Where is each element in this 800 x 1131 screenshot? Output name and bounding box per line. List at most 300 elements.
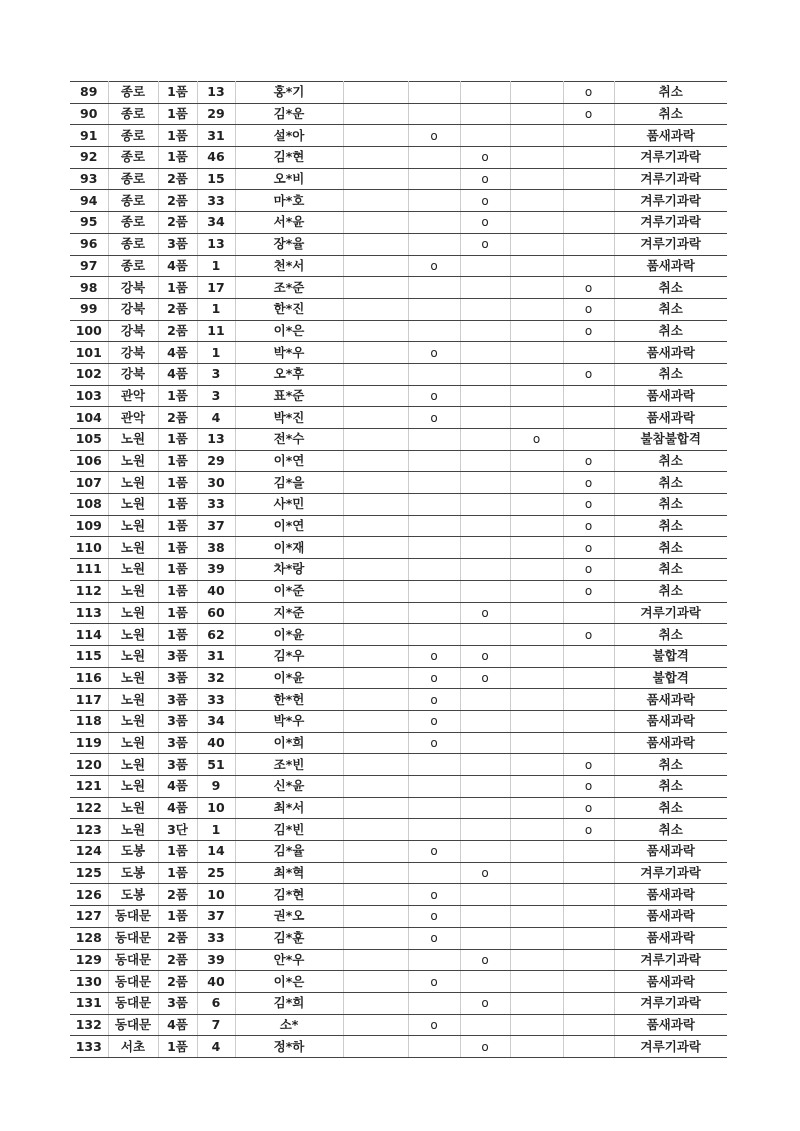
mark-cell [460,776,510,798]
grade-cell: 1품 [158,580,197,602]
grade-cell: 1품 [158,862,197,884]
region-cell: 노원 [108,494,158,516]
seq-cell: 37 [197,906,235,928]
table-row [70,927,727,949]
row-number: 92 [70,147,108,169]
mark-cell [343,862,408,884]
mark-cell [343,906,408,928]
mark-cell [408,233,460,255]
table-row [70,949,727,971]
grade-cell: 2품 [158,407,197,429]
grade-cell: 1품 [158,385,197,407]
result-cell: 품새과락 [614,884,727,906]
table-row [70,710,727,732]
name-cell: 이*재 [235,537,343,559]
region-cell: 서초 [108,1036,158,1058]
mark-cell [343,732,408,754]
mark-cell-checked: o [563,819,614,841]
grade-cell: 4품 [158,363,197,385]
mark-cell [343,645,408,667]
grade-cell: 1품 [158,1036,197,1058]
mark-cell-checked: o [563,515,614,537]
result-cell: 겨루기과락 [614,147,727,169]
grade-cell: 2품 [158,949,197,971]
mark-cell [343,971,408,993]
region-cell: 관악 [108,407,158,429]
result-cell: 취소 [614,776,727,798]
table-row [70,233,727,255]
mark-cell [343,255,408,277]
region-cell: 도봉 [108,862,158,884]
result-cell: 취소 [614,515,727,537]
seq-cell: 34 [197,212,235,234]
grade-cell: 2품 [158,971,197,993]
seq-cell: 32 [197,667,235,689]
row-number: 107 [70,472,108,494]
table-row [70,992,727,1014]
name-cell: 김*현 [235,147,343,169]
mark-cell [408,862,460,884]
mark-cell [343,385,408,407]
seq-cell: 31 [197,125,235,147]
result-cell: 품새과락 [614,841,727,863]
mark-cell [408,363,460,385]
grade-cell: 1품 [158,125,197,147]
name-cell: 오*비 [235,168,343,190]
mark-cell [408,450,460,472]
mark-cell [460,624,510,646]
result-cell: 취소 [614,580,727,602]
mark-cell-checked: o [510,429,563,451]
table-row [70,342,727,364]
mark-cell [408,298,460,320]
mark-cell [408,147,460,169]
seq-cell: 4 [197,1036,235,1058]
mark-cell [563,147,614,169]
region-cell: 노원 [108,537,158,559]
name-cell: 최*혁 [235,862,343,884]
mark-cell [343,429,408,451]
mark-cell-checked: o [563,559,614,581]
mark-cell [408,537,460,559]
grade-cell: 3품 [158,233,197,255]
result-cell: 겨루기과락 [614,949,727,971]
region-cell: 노원 [108,515,158,537]
seq-cell: 13 [197,429,235,451]
mark-cell [460,385,510,407]
mark-cell [510,797,563,819]
mark-cell-checked: o [408,927,460,949]
mark-cell [460,342,510,364]
grade-cell: 2품 [158,884,197,906]
mark-cell [510,255,563,277]
seq-cell: 1 [197,255,235,277]
region-cell: 종로 [108,255,158,277]
mark-cell [563,168,614,190]
name-cell: 홍*기 [235,82,343,104]
name-cell: 김*빈 [235,819,343,841]
seq-cell: 33 [197,927,235,949]
mark-cell [343,277,408,299]
seq-cell: 14 [197,841,235,863]
name-cell: 장*율 [235,233,343,255]
seq-cell: 51 [197,754,235,776]
name-cell: 이*준 [235,580,343,602]
row-number: 89 [70,82,108,104]
mark-cell [408,754,460,776]
mark-cell [563,645,614,667]
table-row [70,971,727,993]
grade-cell: 3품 [158,754,197,776]
grade-cell: 2품 [158,927,197,949]
mark-cell-checked: o [563,363,614,385]
table-row [70,212,727,234]
mark-cell [510,906,563,928]
grade-cell: 3품 [158,710,197,732]
table-row [70,494,727,516]
grade-cell: 3단 [158,819,197,841]
mark-cell [408,580,460,602]
seq-cell: 17 [197,277,235,299]
mark-cell [563,884,614,906]
result-cell: 취소 [614,819,727,841]
mark-cell [343,472,408,494]
mark-cell [460,407,510,429]
mark-cell-checked: o [563,472,614,494]
grade-cell: 1품 [158,559,197,581]
mark-cell [343,103,408,125]
table-row [70,277,727,299]
table-row [70,776,727,798]
mark-cell [343,450,408,472]
result-cell: 품새과락 [614,125,727,147]
mark-cell-checked: o [408,255,460,277]
row-number: 93 [70,168,108,190]
mark-cell [343,927,408,949]
seq-cell: 29 [197,103,235,125]
mark-cell [460,537,510,559]
mark-cell [460,732,510,754]
name-cell: 설*아 [235,125,343,147]
mark-cell [343,320,408,342]
mark-cell [343,212,408,234]
name-cell: 권*오 [235,906,343,928]
mark-cell [460,363,510,385]
result-cell: 취소 [614,624,727,646]
mark-cell-checked: o [460,667,510,689]
region-cell: 동대문 [108,906,158,928]
table-row [70,450,727,472]
seq-cell: 39 [197,559,235,581]
row-number: 116 [70,667,108,689]
result-cell: 취소 [614,298,727,320]
mark-cell [510,407,563,429]
mark-cell [343,342,408,364]
grade-cell: 1품 [158,82,197,104]
mark-cell [460,906,510,928]
mark-cell [408,429,460,451]
mark-cell [408,320,460,342]
mark-cell [563,342,614,364]
row-number: 103 [70,385,108,407]
name-cell: 이*희 [235,732,343,754]
table-row [70,645,727,667]
mark-cell [460,450,510,472]
row-number: 120 [70,754,108,776]
mark-cell [510,841,563,863]
result-cell: 겨루기과락 [614,168,727,190]
region-cell: 종로 [108,82,158,104]
row-number: 101 [70,342,108,364]
row-number: 90 [70,103,108,125]
region-cell: 동대문 [108,1014,158,1036]
mark-cell [408,277,460,299]
row-number: 106 [70,450,108,472]
seq-cell: 39 [197,949,235,971]
mark-cell [460,841,510,863]
name-cell: 이*은 [235,320,343,342]
mark-cell-checked: o [408,841,460,863]
result-cell: 품새과락 [614,710,727,732]
result-cell: 겨루기과락 [614,212,727,234]
mark-cell [510,515,563,537]
result-cell: 취소 [614,472,727,494]
region-cell: 노원 [108,602,158,624]
grade-cell: 2품 [158,168,197,190]
name-cell: 최*서 [235,797,343,819]
mark-cell-checked: o [408,884,460,906]
mark-cell [563,190,614,212]
table-row [70,363,727,385]
region-cell: 강북 [108,320,158,342]
mark-cell-checked: o [408,689,460,711]
mark-cell [510,537,563,559]
mark-cell [460,927,510,949]
row-number: 100 [70,320,108,342]
mark-cell [563,429,614,451]
row-number: 94 [70,190,108,212]
grade-cell: 4품 [158,797,197,819]
mark-cell [510,732,563,754]
result-cell: 취소 [614,797,727,819]
mark-cell [460,277,510,299]
mark-cell [510,559,563,581]
seq-cell: 15 [197,168,235,190]
row-number: 112 [70,580,108,602]
mark-cell-checked: o [563,103,614,125]
mark-cell [460,819,510,841]
row-number: 98 [70,277,108,299]
mark-cell-checked: o [408,971,460,993]
mark-cell-checked: o [460,949,510,971]
name-cell: 소* [235,1014,343,1036]
name-cell: 박*진 [235,407,343,429]
grade-cell: 1품 [158,472,197,494]
mark-cell [510,862,563,884]
mark-cell [563,971,614,993]
row-number: 124 [70,841,108,863]
region-cell: 노원 [108,429,158,451]
result-cell: 품새과락 [614,689,727,711]
row-number: 128 [70,927,108,949]
seq-cell: 7 [197,1014,235,1036]
name-cell: 차*랑 [235,559,343,581]
table-row [70,754,727,776]
mark-cell [460,580,510,602]
mark-cell [563,927,614,949]
table-row [70,624,727,646]
mark-cell [563,385,614,407]
grade-cell: 4품 [158,342,197,364]
mark-cell-checked: o [408,645,460,667]
region-cell: 종로 [108,212,158,234]
mark-cell [563,233,614,255]
mark-cell [343,602,408,624]
seq-cell: 25 [197,862,235,884]
result-cell: 겨루기과락 [614,862,727,884]
mark-cell-checked: o [408,732,460,754]
result-cell: 취소 [614,450,727,472]
grade-cell: 2품 [158,298,197,320]
row-number: 104 [70,407,108,429]
mark-cell [343,710,408,732]
row-number: 119 [70,732,108,754]
mark-cell [563,710,614,732]
name-cell: 사*민 [235,494,343,516]
mark-cell [510,277,563,299]
result-cell: 품새과락 [614,732,727,754]
result-cell: 품새과락 [614,1014,727,1036]
name-cell: 한*진 [235,298,343,320]
mark-cell [343,580,408,602]
name-cell: 박*우 [235,342,343,364]
mark-cell-checked: o [408,407,460,429]
region-cell: 강북 [108,277,158,299]
mark-cell-checked: o [408,385,460,407]
table-row [70,147,727,169]
table-row [70,732,727,754]
grade-cell: 3품 [158,689,197,711]
row-number: 113 [70,602,108,624]
mark-cell [510,710,563,732]
region-cell: 노원 [108,580,158,602]
region-cell: 종로 [108,125,158,147]
region-cell: 노원 [108,797,158,819]
row-number: 130 [70,971,108,993]
grade-cell: 2품 [158,190,197,212]
result-cell: 취소 [614,494,727,516]
table-row [70,819,727,841]
mark-cell [408,168,460,190]
mark-cell [460,884,510,906]
mark-cell [343,1036,408,1058]
mark-cell-checked: o [563,320,614,342]
mark-cell [460,472,510,494]
row-number: 96 [70,233,108,255]
mark-cell-checked: o [563,277,614,299]
name-cell: 마*호 [235,190,343,212]
mark-cell-checked: o [460,212,510,234]
mark-cell-checked: o [408,667,460,689]
table-row [70,472,727,494]
mark-cell [563,689,614,711]
mark-cell [510,212,563,234]
name-cell: 신*윤 [235,776,343,798]
seq-cell: 3 [197,385,235,407]
mark-cell [510,1036,563,1058]
mark-cell [343,667,408,689]
grade-cell: 3품 [158,992,197,1014]
grade-cell: 1품 [158,515,197,537]
mark-cell-checked: o [460,168,510,190]
mark-cell [343,819,408,841]
mark-cell [343,1014,408,1036]
mark-cell [408,797,460,819]
mark-cell [343,776,408,798]
mark-cell [510,82,563,104]
result-cell: 취소 [614,82,727,104]
mark-cell-checked: o [563,797,614,819]
seq-cell: 9 [197,776,235,798]
mark-cell-checked: o [460,147,510,169]
region-cell: 종로 [108,233,158,255]
region-cell: 노원 [108,754,158,776]
name-cell: 김*운 [235,103,343,125]
mark-cell [343,233,408,255]
mark-cell [460,82,510,104]
mark-cell [343,125,408,147]
mark-cell [563,255,614,277]
mark-cell [408,776,460,798]
grade-cell: 2품 [158,212,197,234]
mark-cell [510,819,563,841]
mark-cell [460,429,510,451]
result-cell: 취소 [614,277,727,299]
mark-cell [510,624,563,646]
seq-cell: 13 [197,82,235,104]
mark-cell [408,190,460,212]
seq-cell: 1 [197,819,235,841]
grade-cell: 1품 [158,103,197,125]
mark-cell [343,884,408,906]
result-cell: 취소 [614,363,727,385]
mark-cell-checked: o [460,645,510,667]
mark-cell-checked: o [408,1014,460,1036]
mark-cell [510,342,563,364]
seq-cell: 6 [197,992,235,1014]
table-row [70,385,727,407]
row-number: 102 [70,363,108,385]
grade-cell: 1품 [158,147,197,169]
region-cell: 강북 [108,342,158,364]
mark-cell-checked: o [460,1036,510,1058]
mark-cell [510,147,563,169]
mark-cell [460,125,510,147]
grade-cell: 1품 [158,277,197,299]
mark-cell [510,1014,563,1036]
mark-cell [408,494,460,516]
row-number: 125 [70,862,108,884]
seq-cell: 34 [197,710,235,732]
region-cell: 노원 [108,450,158,472]
name-cell: 김*율 [235,841,343,863]
seq-cell: 13 [197,233,235,255]
seq-cell: 38 [197,537,235,559]
table-row [70,797,727,819]
mark-cell [343,407,408,429]
mark-cell-checked: o [563,537,614,559]
mark-cell [563,862,614,884]
